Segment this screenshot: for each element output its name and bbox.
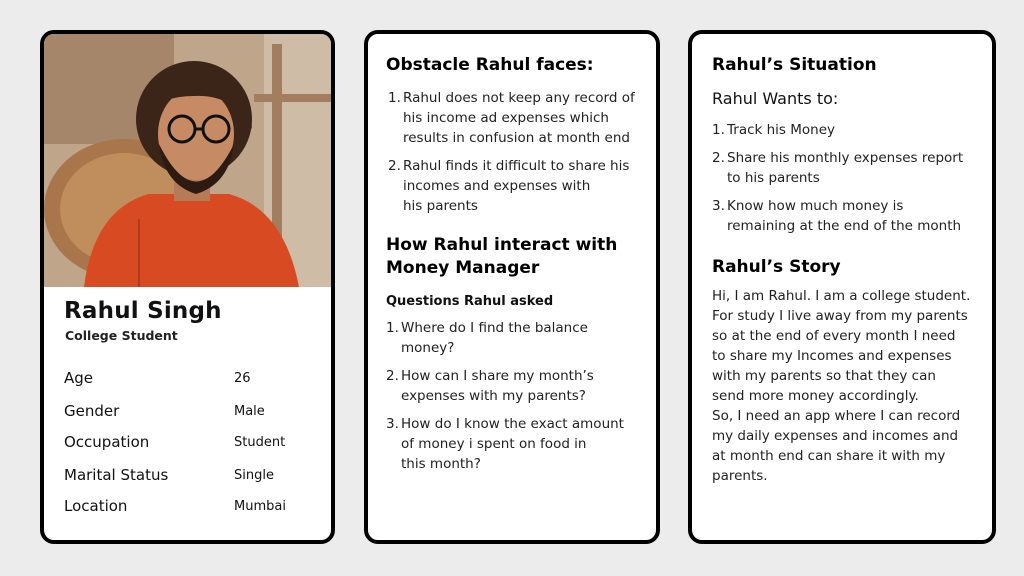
story-line: send more money accordingly.	[712, 388, 919, 404]
list-line: money?	[401, 340, 455, 356]
attribute-row-gender	[64, 402, 324, 424]
questions-heading: Questions Rahul asked	[386, 294, 554, 309]
list-line: How can I share my month’s	[401, 368, 594, 384]
question-item	[386, 366, 651, 406]
list-line: expenses with my parents?	[401, 388, 586, 404]
list-number: 2.	[712, 150, 725, 166]
profile-card	[40, 30, 335, 544]
want-item	[712, 120, 992, 140]
attribute-label: Gender	[64, 402, 120, 420]
attribute-value: 26	[234, 371, 251, 386]
want-item	[712, 148, 992, 188]
list-line: Where do I find the balance	[401, 320, 588, 336]
list-number: 1.	[386, 320, 399, 336]
interaction-title	[386, 234, 617, 280]
list-line: this month?	[401, 456, 481, 472]
attribute-row-location	[64, 497, 324, 519]
list-line: his parents	[403, 198, 478, 214]
story-line: Hi, I am Rahul. I am a college student.	[712, 288, 971, 304]
attribute-row-marital-status	[64, 466, 324, 488]
situation-title: Rahul’s Situation	[712, 55, 877, 75]
interaction-title-line: Money Manager	[386, 258, 540, 278]
list-line: Rahul finds it difficult to share his	[403, 158, 630, 174]
list-number: 2.	[386, 368, 399, 384]
list-number: 1.	[388, 90, 401, 106]
list-number: 2.	[388, 158, 401, 174]
story-title: Rahul’s Story	[712, 257, 841, 277]
story-line: my daily expenses and incomes and	[712, 428, 959, 444]
profile-photo	[44, 34, 331, 287]
attribute-value: Mumbai	[234, 499, 286, 514]
story-line: with my parents so that they can	[712, 368, 936, 384]
attribute-value: Student	[234, 435, 286, 450]
list-line: of money i spent on food in	[401, 436, 587, 452]
list-line: results in confusion at month end	[403, 130, 630, 146]
question-item	[386, 318, 651, 358]
attribute-label: Occupation	[64, 433, 150, 451]
wants-heading: Rahul Wants to:	[712, 89, 839, 108]
obstacle-item	[388, 88, 653, 148]
story-line: So, I need an app where I can record	[712, 408, 961, 424]
list-number: 3.	[386, 416, 399, 432]
story-line: to share my Incomes and expenses	[712, 348, 952, 364]
story-line: at month end can share it with my	[712, 448, 946, 464]
list-number: 1.	[712, 122, 725, 138]
profile-role: College Student	[65, 328, 178, 343]
list-line: Share his monthly expenses report	[727, 150, 964, 166]
attribute-row-age	[64, 369, 324, 391]
list-line: Rahul does not keep any record of	[403, 90, 635, 106]
attribute-row-occupation	[64, 433, 324, 455]
list-line: How do I know the exact amount	[401, 416, 624, 432]
list-number: 3.	[712, 198, 725, 214]
list-line: Track his Money	[727, 122, 836, 138]
list-line: incomes and expenses with	[403, 178, 591, 194]
question-item	[386, 414, 651, 474]
story-text	[712, 286, 992, 486]
profile-name: Rahul Singh	[64, 298, 222, 324]
list-line: to his parents	[727, 170, 820, 186]
obstacles-card	[364, 30, 660, 544]
list-line: his income ad expenses which	[403, 110, 609, 126]
list-line: remaining at the end of the month	[727, 218, 962, 234]
story-line: For study I live away from my parents	[712, 308, 968, 324]
story-line: parents.	[712, 468, 768, 484]
list-line: Know how much money is	[727, 198, 904, 214]
attribute-value: Male	[234, 404, 265, 419]
attribute-label: Location	[64, 497, 128, 515]
story-line: so at the end of every month I need	[712, 328, 956, 344]
situation-card	[688, 30, 996, 544]
attribute-label: Age	[64, 369, 94, 387]
obstacles-title: Obstacle Rahul faces:	[386, 55, 594, 75]
attribute-value: Single	[234, 468, 274, 483]
attribute-label: Marital Status	[64, 466, 169, 484]
interaction-title-line: How Rahul interact with	[386, 235, 618, 255]
obstacle-item	[388, 156, 653, 216]
want-item	[712, 196, 992, 236]
